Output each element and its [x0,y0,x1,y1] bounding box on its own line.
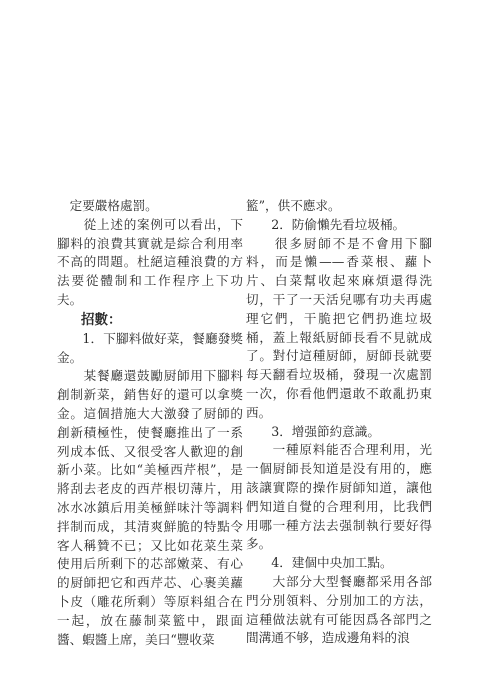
right-column [246,197,432,648]
tip-2-body: 很多厨師不是不會用下腳料，而是懶——香菜根、蘿卜片、白菜幫收起來麻煩還得洗切，干了一天活兒哪有功夫再處理它們，干脆把它們扔進垃圾桶，蓋上報紙厨師長看不見就成了。對付這種厨師，厨師長就要每天翻看垃圾桶，發現一次處罰一次，你看他們還敢不敢亂扔東西。 [246,235,432,420]
tip-3-body: 一種原料能否合理利用，光一個厨師長知道是没有用的，應該讓實際的操作厨師知道，讓他們知道自覺的合理利用，比我們用哪一種方法去强制執行要好得多。 [246,442,432,552]
tip-4-title: 4．建個中央加工點。 [246,555,393,571]
tip-4-body: 大部分大型餐廳都采用各部門分別領料、分別加工的方法，這種做法就有可能因爲各部門之間溝通不够，造成邊角料的浪 [246,573,432,646]
section-heading: 招數： [81,311,122,328]
paragraph-continuation: 定要嚴格處罰。 [57,198,158,213]
tip-1-body: 某餐廳還鼓勵厨師用下腳料創制新菜，銷售好的還可以拿獎金。這個措施大大激發了厨師的創新積極性，使餐廳推出了一系列成本低、又很受客人歡迎的創新小菜。比如“美極西芹根”，是將刮去老皮的西芹根切薄片，用冰水冰鎮后用美極鮮味汁等調料拌制而成，其清爽鮮脆的特點令客人稱贊不已；又比如花菜生菜使用后所剩下的芯部嫩菜、有心的厨師把它和西芹芯、心裹美蘿卜皮（雕花所剩）等原料組合在一起，放在藤制菜籃中，跟面醬、蝦醬上席，美曰“豐收菜 [57,368,243,647]
paragraph-summary: 從上述的案例可以看出，下腳料的浪費其實就是綜合利用率不高的問題。杜絕這種浪費的方法要從體制和工作程序上下功夫。 [57,216,243,307]
left-column [57,197,243,649]
tip-3-title: 3．增强節約意識。 [246,423,380,439]
paragraph-continuation: 籃”，供不應求。 [246,198,341,213]
tip-1-title: 1．下腳料做好菜，餐廳發獎金。 [57,330,243,365]
tip-2-title: 2．防偷懶先看垃圾桶。 [246,216,406,232]
